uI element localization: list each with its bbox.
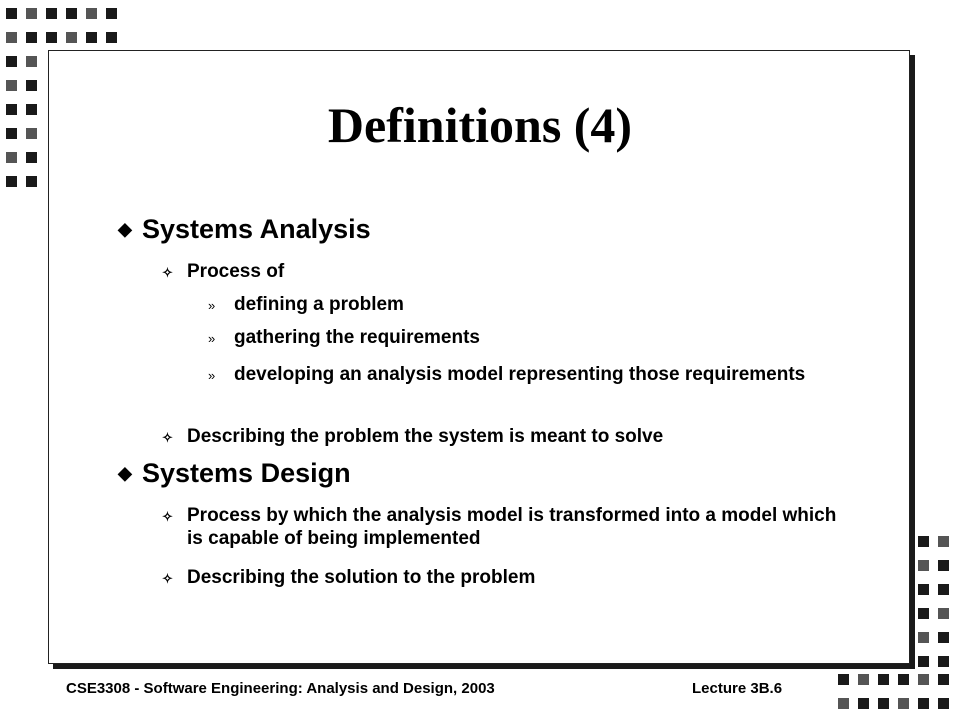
decorative-square: [938, 632, 949, 643]
decorative-square: [898, 674, 909, 685]
decorative-square: [66, 8, 77, 19]
decorative-square: [918, 656, 929, 667]
diamond-bullet-icon: ◆: [118, 219, 132, 239]
decorative-square: [6, 32, 17, 43]
double-chevron-bullet-icon: »: [208, 298, 216, 313]
decorative-square: [858, 698, 869, 709]
decorative-square: [86, 32, 97, 43]
decorative-square: [938, 536, 949, 547]
decorative-square: [26, 32, 37, 43]
decorative-square: [838, 698, 849, 709]
decorative-square: [86, 8, 97, 19]
decorative-square: [918, 560, 929, 571]
diamond-bullet-icon: ◆: [118, 463, 132, 483]
decorative-square: [106, 8, 117, 19]
decorative-square: [938, 674, 949, 685]
double-chevron-bullet-icon: »: [208, 368, 216, 383]
decorative-square: [938, 656, 949, 667]
decorative-square: [938, 608, 949, 619]
decorative-square: [918, 584, 929, 595]
decorative-square: [938, 698, 949, 709]
double-chevron-bullet-icon: »: [208, 331, 216, 346]
list-item: » gathering the requirements: [208, 327, 480, 348]
list-item: ✧ Process by which the analysis model is transformed into a model which is capable of being implemented: [162, 505, 837, 549]
section-heading-systems-analysis: ◆ Systems Analysis: [118, 214, 371, 244]
slide-title: Definitions (4): [327, 97, 633, 153]
footer-lecture-number: Lecture 3B.6: [692, 680, 783, 697]
decorative-square: [858, 674, 869, 685]
decorative-square: [918, 608, 929, 619]
list-item: ✧ Describing the solution to the problem: [162, 567, 536, 588]
four-point-star-bullet-icon: ✧: [162, 571, 173, 586]
four-point-star-bullet-icon: ✧: [162, 509, 173, 524]
decorative-square: [898, 698, 909, 709]
decorative-square: [26, 56, 37, 67]
decorative-square: [26, 176, 37, 187]
decorative-square: [918, 536, 929, 547]
decorative-square: [46, 8, 57, 19]
decorative-square: [918, 632, 929, 643]
decorative-square: [26, 80, 37, 91]
decorative-square: [6, 80, 17, 91]
decorative-square: [918, 674, 929, 685]
decorative-square: [938, 560, 949, 571]
decorative-square: [878, 674, 889, 685]
decorative-square: [6, 176, 17, 187]
decorative-square: [46, 32, 57, 43]
list-item: ✧ Process of: [162, 261, 285, 282]
decorative-square: [878, 698, 889, 709]
section-heading-systems-design: ◆ Systems Design: [118, 458, 351, 488]
decorative-square: [6, 56, 17, 67]
decorative-square: [66, 32, 77, 43]
decorative-square: [838, 674, 849, 685]
list-item: » developing an analysis model representing those requirements: [208, 364, 806, 385]
four-point-star-bullet-icon: ✧: [162, 430, 173, 445]
decorative-square: [26, 8, 37, 19]
decorative-square: [938, 584, 949, 595]
four-point-star-bullet-icon: ✧: [162, 265, 173, 280]
list-item: » defining a problem: [208, 294, 404, 315]
decorative-square: [918, 698, 929, 709]
list-item: ✧ Describing the problem the system is meant to solve: [162, 426, 664, 447]
decorative-square: [6, 8, 17, 19]
decorative-square: [106, 32, 117, 43]
footer-course-label: CSE3308 - Software Engineering: Analysis and Design, 2003: [66, 680, 495, 697]
